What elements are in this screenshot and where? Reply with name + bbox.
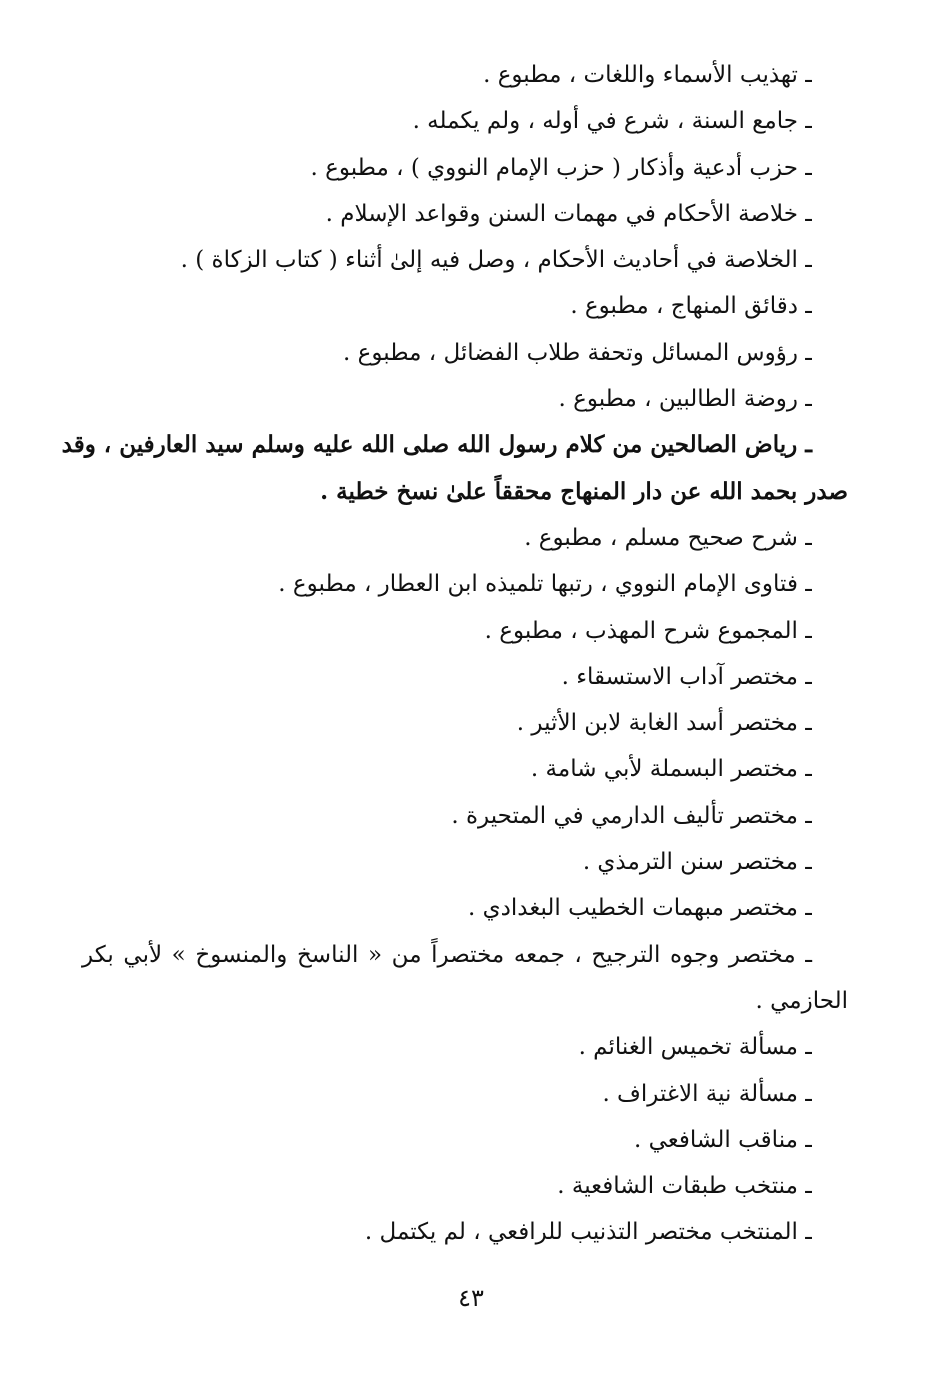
riyad-entry (61, 422, 848, 515)
wujuh-entry (82, 932, 848, 1025)
list-item: ـ مختصر مبهمات الخطيب البغدادي . (468, 895, 812, 922)
page-number: ٤٣ (458, 1284, 484, 1312)
riyad-entry-line2: صدر بحمد الله عن دار المنهاج محققاً علىٰ نسخ خطية . (320, 477, 848, 505)
list-item: ـ رؤوس المسائل وتحفة طلاب الفضائل ، مطبوع . (343, 339, 812, 366)
list-item: ـ شرح صحيح مسلم ، مطبوع . (524, 524, 812, 551)
list-item: ـ جامع السنة ، شرع في أوله ، ولم يكمله . (412, 108, 812, 135)
list-item: ـ مختصر البسملة لأبي شامة . (530, 756, 812, 783)
list-item: ـ المجموع شرح المهذب ، مطبوع . (484, 617, 812, 644)
list-item: ـ مسألة نية الاغتراف . (602, 1080, 812, 1107)
list-item: ـ مختصر أسد الغابة لابن الأثير . (516, 710, 812, 737)
list-item: ـ فتاوى الإمام النووي ، رتبها تلميذه ابن العطار ، مطبوع . (278, 571, 812, 598)
list-item: ـ دقائق المنهاج ، مطبوع . (570, 293, 812, 320)
list-item: ـ روضة الطالبين ، مطبوع . (558, 386, 812, 413)
wujuh-entry-line1: ـ مختصر وجوه الترجيح ، جمعه مختصراً من « الناسخ والمنسوخ » لأبي بكر (82, 941, 812, 968)
works-list (61, 52, 848, 1256)
wujuh-entry-line2: الحازمي . (755, 987, 848, 1014)
list-item: ـ مناقب الشافعي . (633, 1126, 812, 1153)
list-item: ـ منتخب طبقات الشافعية . (557, 1173, 812, 1200)
list-item: ـ مسألة تخميس الغنائم . (578, 1034, 812, 1061)
list-item: ـ حزب أدعية وأذكار ( حزب الإمام النووي ) ، مطبوع . (310, 154, 812, 181)
riyad-entry-line1: ـ رياض الصالحين من كلام رسول الله صلى الله عليه وسلم سيد العارفين ، وقد (61, 431, 812, 459)
list-item: ـ مختصر سنن الترمذي . (582, 849, 812, 876)
list-item: ـ المنتخب مختصر التذنيب للرافعي ، لم يكتمل . (364, 1219, 812, 1246)
list-item: ـ مختصر آداب الاستسقاء . (561, 663, 812, 690)
list-item: ـ تهذيب الأسماء واللغات ، مطبوع . (483, 62, 812, 88)
list-item: ـ الخلاصة في أحاديث الأحكام ، وصل فيه إلىٰ أثناء ( كتاب الزكاة ) . (180, 247, 812, 274)
list-item: ـ مختصر تأليف الدارمي في المتحيرة . (451, 802, 812, 829)
list-item: ـ خلاصة الأحكام في مهمات السنن وقواعد الإسلام . (325, 200, 812, 227)
